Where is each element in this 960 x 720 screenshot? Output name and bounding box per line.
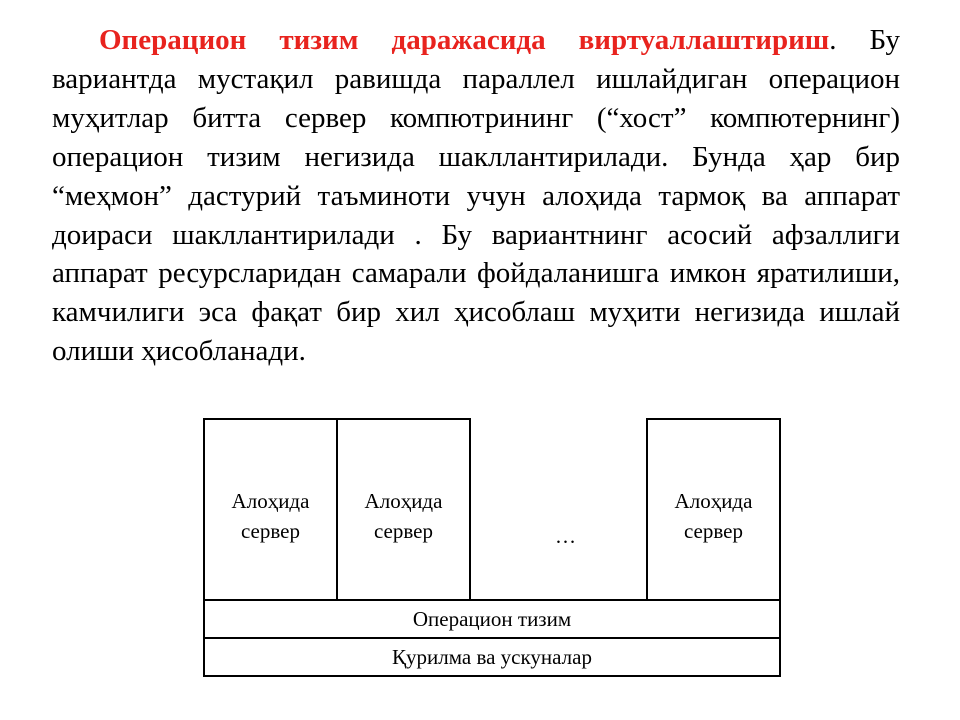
server-label: Алоҳида сервер [674, 489, 753, 543]
server-label: Алоҳида сервер [231, 489, 310, 543]
server-box-1 [203, 418, 338, 601]
paragraph-heading: Операцион тизим даражасида виртуаллаштириш [99, 24, 830, 56]
server-label: Алоҳида сервер [364, 489, 443, 543]
server-box-2 [336, 418, 471, 601]
operating-system-layer [203, 599, 781, 639]
hardware-label: Қурилма ва ускуналар [392, 645, 592, 669]
operating-system-label: Операцион тизим [412, 607, 572, 631]
hardware-layer [203, 637, 781, 677]
more-servers-ellipsis: … [555, 524, 576, 548]
paragraph-body: . Бу вариантда мустақил равишда параллел ишлайдиган операцион муҳитлар битта сервер компютрининг (“хост” компютернинг) операцион тизим негизида шакллантирилади. Бунда ҳар бир “меҳмон” дастурий таъминоти учун алоҳида тармоқ ва аппарат доираси шакллантирилади . Бу вариантнинг асосий афзаллиги аппарат ресурсларидан самарали фойдаланишга имкон яратилиши, камчилиги эса фақат бир хил ҳисоблаш муҳити негизида ишлай олиши ҳисобланади. [52, 24, 900, 368]
server-box-3 [646, 418, 781, 601]
